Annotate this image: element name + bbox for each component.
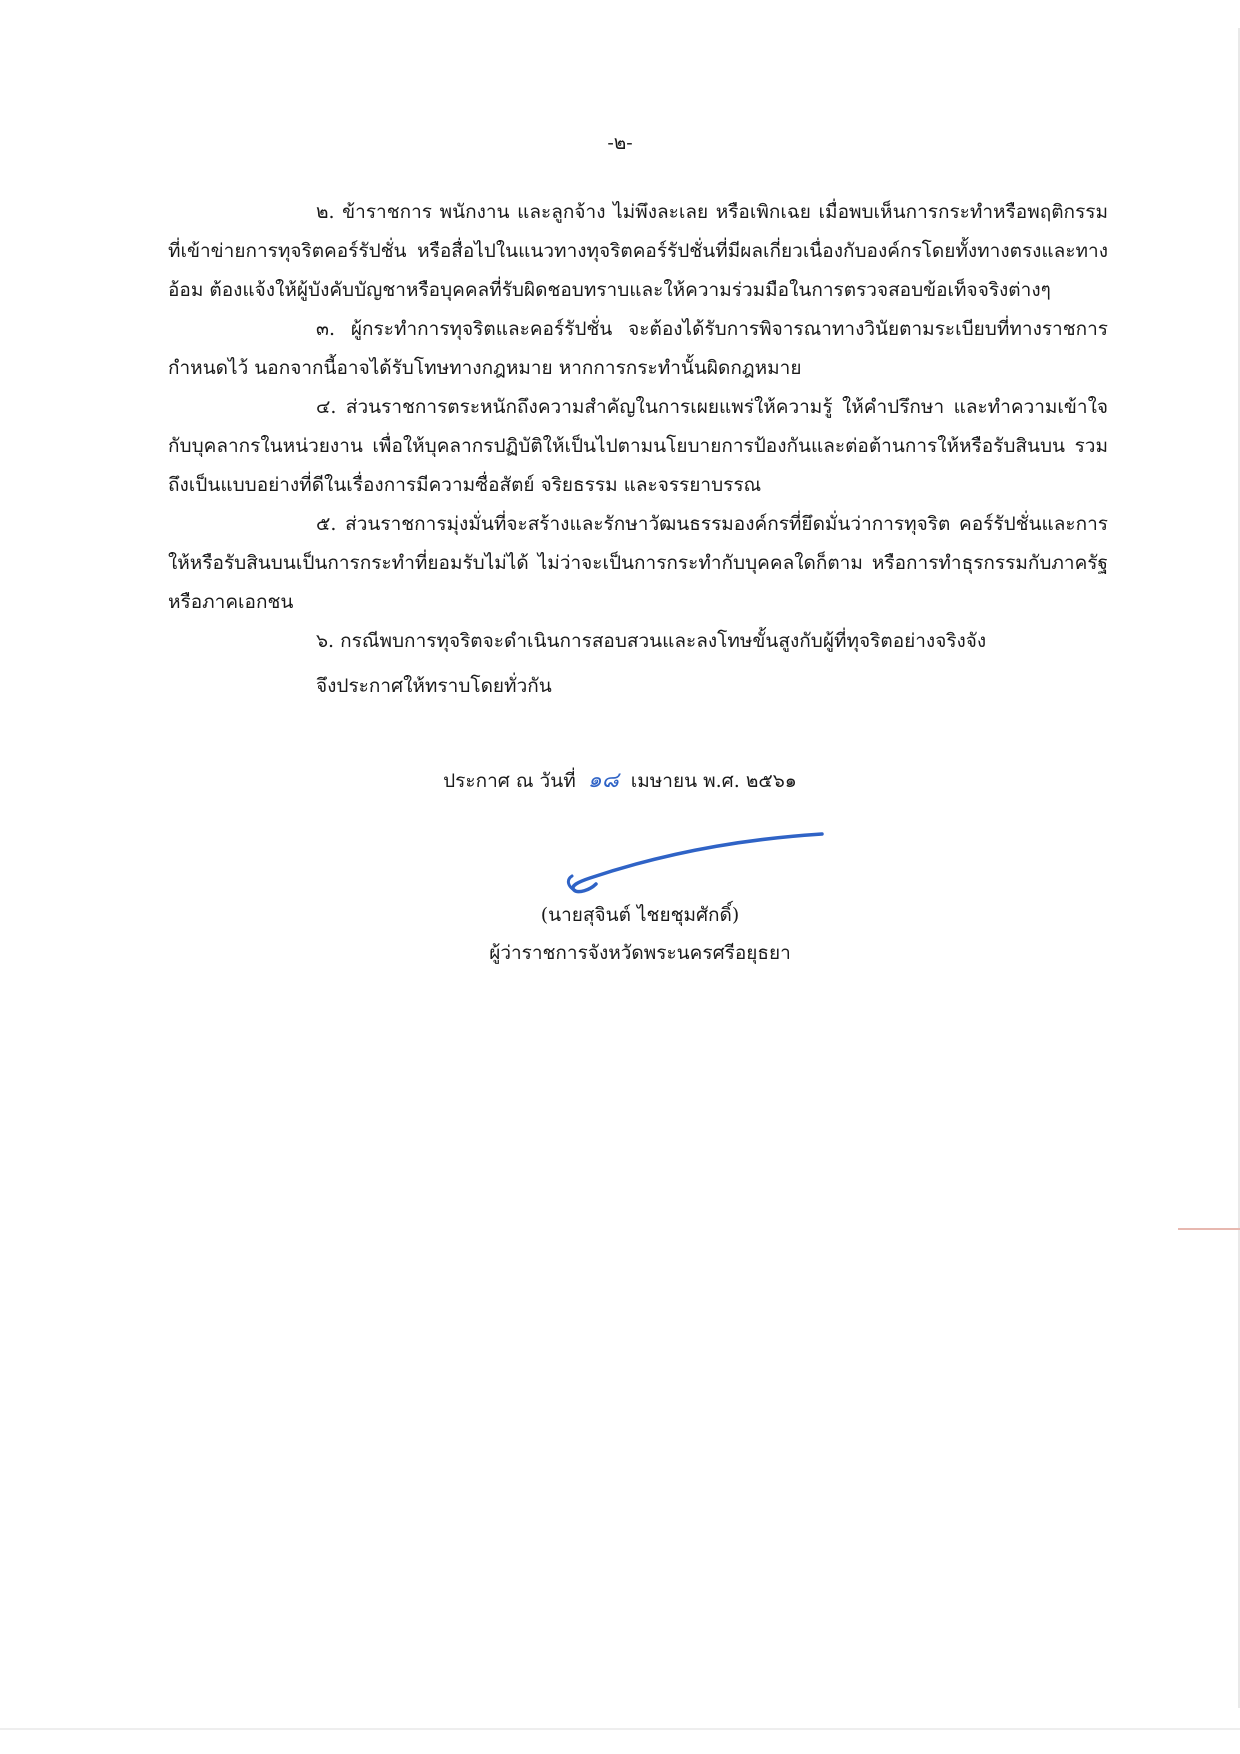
clause-5: ๕. ส่วนราชการมุ่งมั่นที่จะสร้างและรักษาวัฒนธรรมองค์กรที่ยึดมั่นว่าการทุจริต คอร์รัปชั่นและการให้หรือรับสินบนเป็นการกระทำที่ยอมรับไม่ได้ ไม่ว่าจะเป็นการกระทำกับบุคคลใดก็ตาม หรือการทำธุรกรรมกับภาครัฐ หรือภาคเอกชน [168,513,1108,613]
scan-bottom-mark [0,1728,1240,1730]
scan-red-mark [1178,1228,1240,1230]
clause-4: ๔. ส่วนราชการตระหนักถึงความสำคัญในการเผยแพร่ให้ความรู้ ให้คำปรึกษา และทำความเข้าใจกับบุคลากรในหน่วยงาน เพื่อให้บุคลากรปฏิบัติให้เป็นไปตามนโยบายการป้องกันและต่อต้านการให้หรือรับสินบน รวมถึงเป็นแบบอย่างที่ดีในเรื่องการมีความซื่อสัตย์ จริยธรรม และจรรยาบรรณ [168,396,1108,496]
clause-3: ๓. ผู้กระทำการทุจริตและคอร์รัปชั่น จะต้องได้รับการพิจารณาทางวินัยตามระเบียบที่ทางราชการกำหนดไว้ นอกจากนี้อาจได้รับโทษทางกฎหมาย หากการกระทำนั้นผิดกฎหมาย [168,318,1108,379]
date-month-year: เมษายน พ.ศ. ๒๕๖๑ [630,770,797,792]
announcement-text: จึงประกาศให้ทราบโดยทั่วกัน [316,675,552,697]
announcement-date [0,762,1240,797]
date-day-handwritten: ๑๘ [587,768,619,793]
signer-name: (นายสุจินต์ ไชยชุมศักดิ์) [540,904,740,926]
signer-title: ผู้ว่าราชการจังหวัดพระนครศรีอยุธยา [489,942,791,964]
clause-6: ๖. กรณีพบการทุจริตจะดำเนินการสอบสวนและลงโทษขั้นสูงกับผู้ที่ทุจริตอย่างจริงจัง [316,630,987,652]
clause-2: ๒. ข้าราชการ พนักงาน และลูกจ้าง ไม่พึงละเลย หรือเพิกเฉย เมื่อพบเห็นการกระทำหรือพฤติกรรมที่เข้าข่ายการทุจริตคอร์รัปชั่น หรือสื่อไปในแนวทางทุจริตคอร์รัปชั่นที่มีผลเกี่ยวเนื่องกับองค์กรโดยทั้งทางตรงและทางอ้อม ต้องแจ้งให้ผู้บังคับบัญชาหรือบุคคลที่รับผิดชอบทราบและให้ความร่วมมือในการตรวจสอบข้อเท็จจริงต่างๆ [168,201,1108,301]
document-body [168,193,1108,706]
signature-mark [560,826,840,896]
page-number: -๒- [607,132,633,154]
date-prefix: ประกาศ ณ วันที่ [443,770,576,792]
